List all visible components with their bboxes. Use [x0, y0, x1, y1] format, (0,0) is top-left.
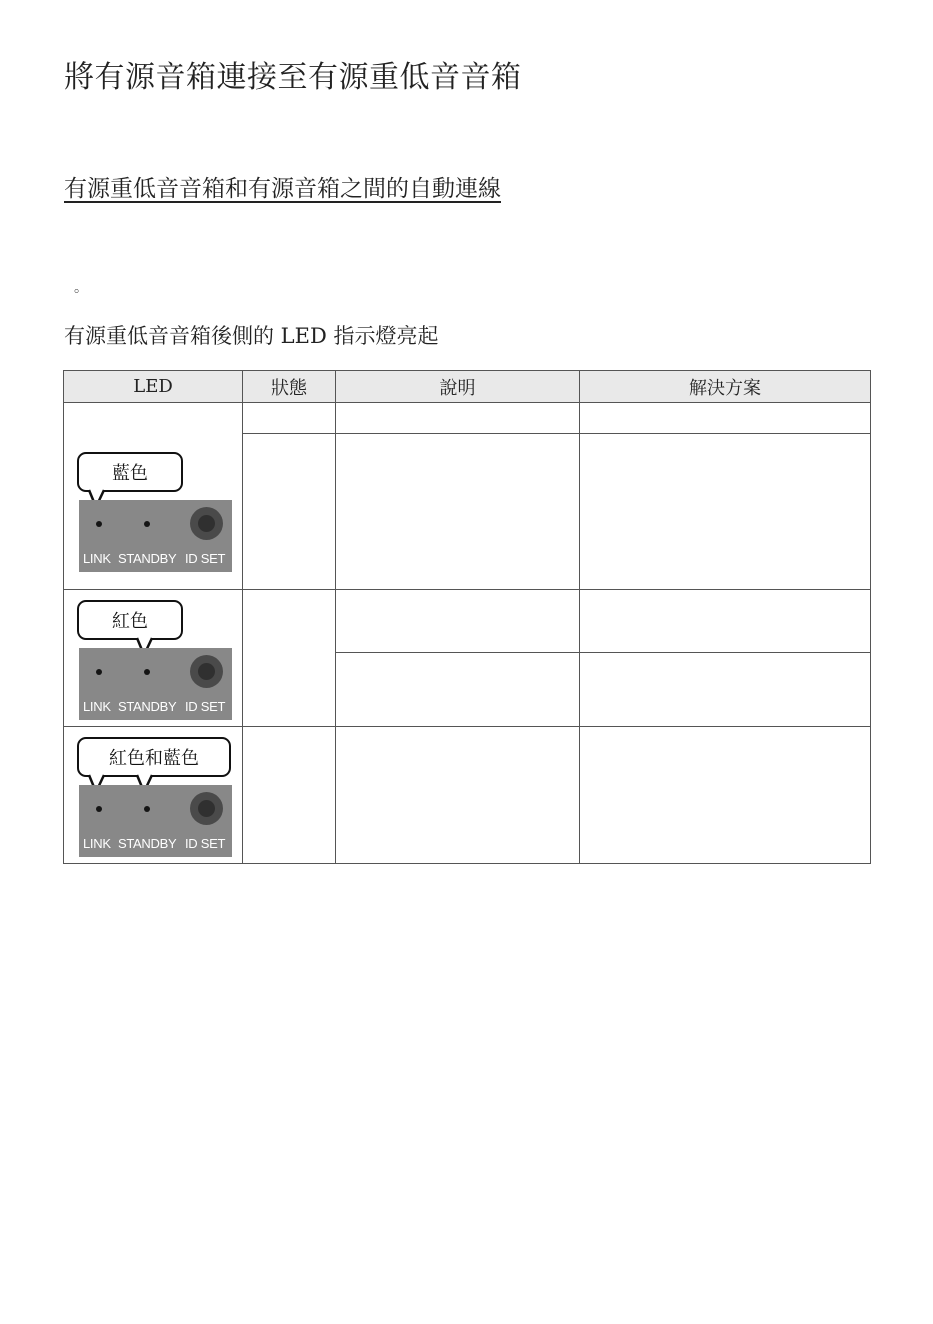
header-description: 說明 — [336, 371, 580, 403]
device-panel — [79, 785, 232, 857]
standby-label: STANDBY — [118, 835, 177, 851]
link-label: LINK — [83, 835, 111, 851]
led-panel-illustration — [77, 419, 237, 574]
led-panel-illustration — [77, 728, 237, 863]
standby-led-dot — [144, 521, 150, 527]
status-cell — [243, 590, 336, 727]
status-cell — [243, 403, 336, 434]
led-panel-illustration — [77, 591, 237, 726]
header-solution: 解決方案 — [580, 371, 871, 403]
led-cell-red-and-blue — [64, 727, 243, 864]
table-row — [64, 727, 871, 864]
id-set-button-icon — [190, 655, 223, 688]
status-cell — [243, 727, 336, 864]
solution-cell — [580, 727, 871, 864]
header-led: LED — [64, 371, 243, 403]
led-section-heading: 有源重低音音箱後側的 LED 指示燈亮起 — [64, 324, 439, 348]
link-label: LINK — [83, 698, 111, 714]
link-led-dot — [96, 669, 102, 675]
solution-cell — [580, 403, 871, 434]
section-subtitle: 有源重低音音箱和有源音箱之間的自動連線 — [64, 176, 501, 202]
status-cell — [243, 434, 336, 590]
description-cell — [336, 653, 580, 727]
led-cell-blue — [64, 403, 243, 590]
standby-label: STANDBY — [118, 550, 177, 566]
header-status: 狀態 — [243, 371, 336, 403]
led-color-bubble: 紅色和藍色 — [77, 737, 231, 777]
page-title: 將有源音箱連接至有源重低音音箱 — [64, 60, 522, 95]
led-color-bubble: 藍色 — [77, 452, 183, 492]
id-set-label: ID SET — [185, 550, 226, 566]
standby-led-dot — [144, 806, 150, 812]
description-cell — [336, 434, 580, 590]
id-set-label: ID SET — [185, 835, 226, 851]
solution-cell — [580, 434, 871, 590]
standby-led-dot — [144, 669, 150, 675]
description-cell — [336, 590, 580, 653]
link-led-dot — [96, 806, 102, 812]
table-row — [64, 590, 871, 653]
led-cell-red — [64, 590, 243, 727]
led-status-table — [63, 370, 871, 864]
standby-label: STANDBY — [118, 698, 177, 714]
link-label: LINK — [83, 550, 111, 566]
solution-cell — [580, 653, 871, 727]
description-cell — [336, 727, 580, 864]
id-set-button-icon — [190, 507, 223, 540]
id-set-label: ID SET — [185, 698, 226, 714]
table-header-row — [64, 371, 871, 403]
device-panel — [79, 648, 232, 720]
device-panel — [79, 500, 232, 572]
link-led-dot — [96, 521, 102, 527]
table-row — [64, 403, 871, 434]
led-color-bubble: 紅色 — [77, 600, 183, 640]
description-cell — [336, 403, 580, 434]
id-set-button-icon — [190, 792, 223, 825]
solution-cell — [580, 590, 871, 653]
bullet-mark: 。 — [74, 280, 88, 296]
